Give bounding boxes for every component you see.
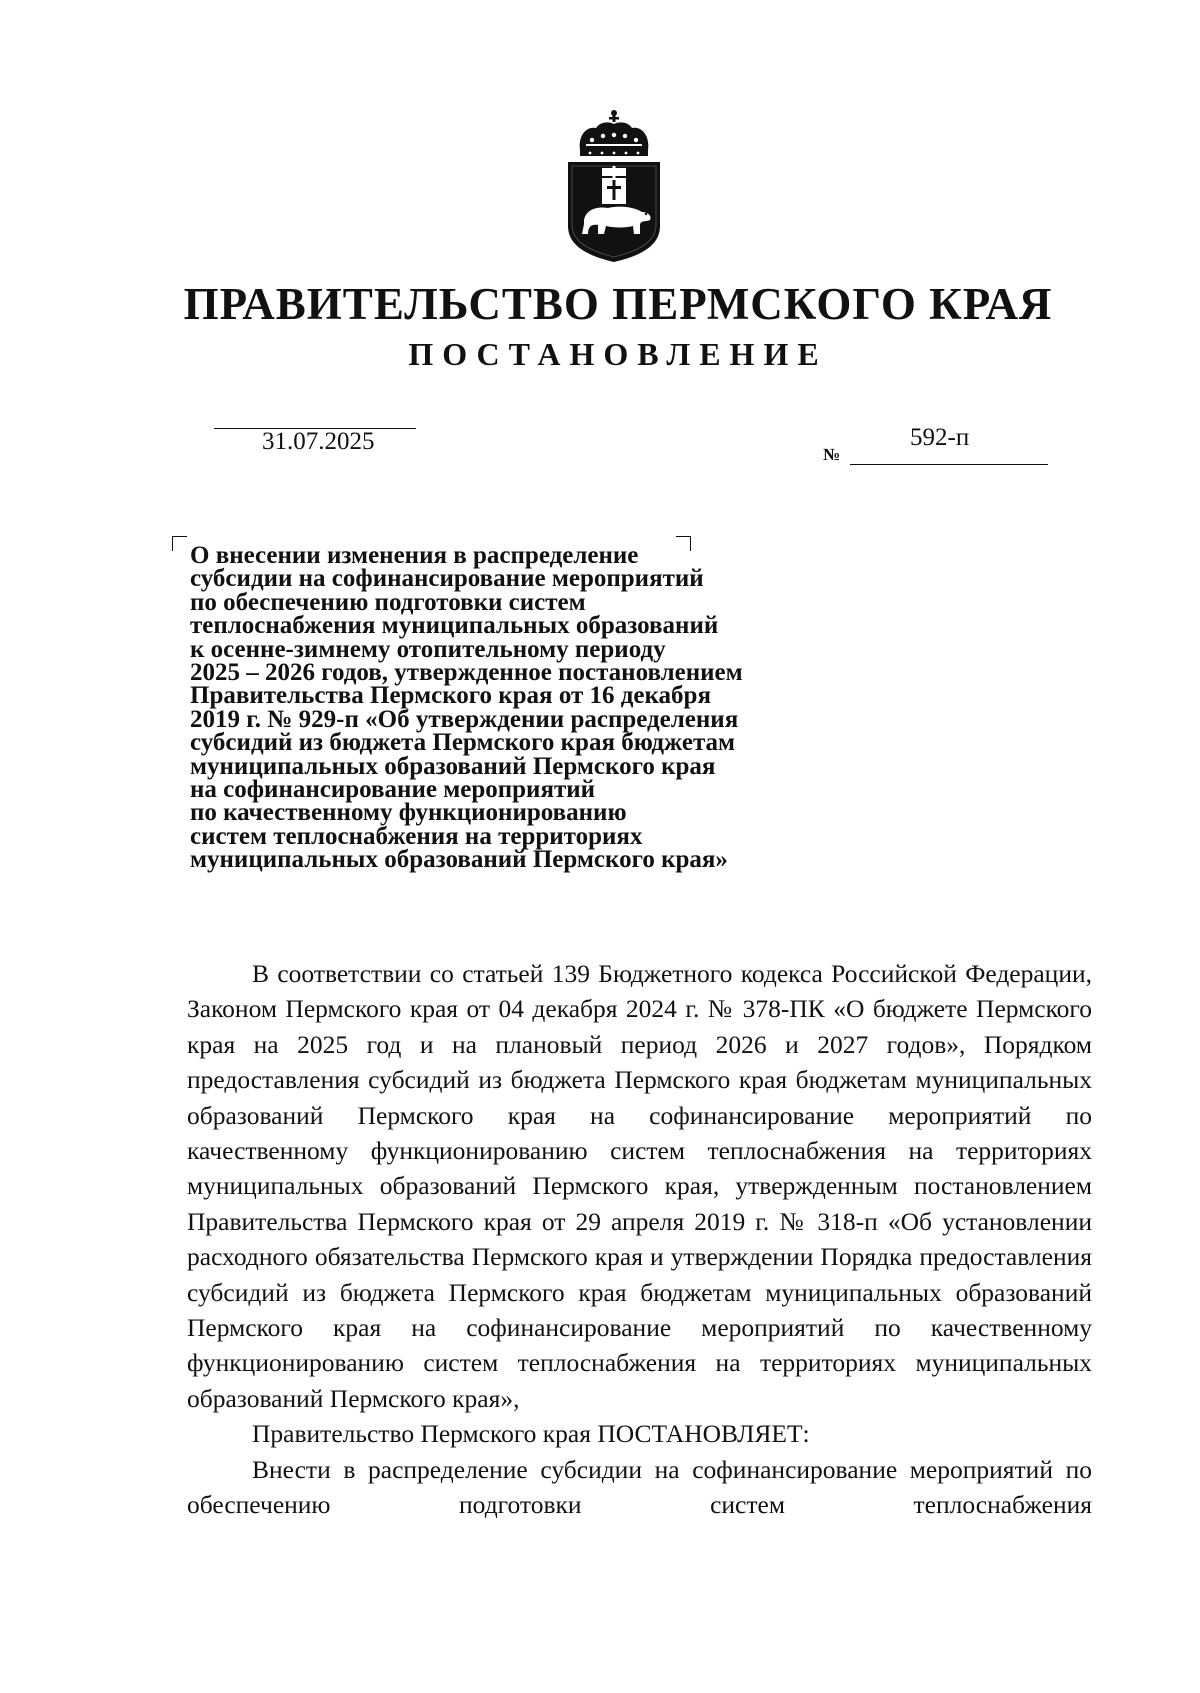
title-line: по качественному функционированию (190, 799, 627, 827)
title-line: муниципальных образований Пермского края (190, 752, 716, 780)
body-paragraph: Внести в распределение субсидии на софинансирование мероприятий по обеспечению подготовки систем теплоснабжения (187, 1454, 1092, 1520)
organization-title: ПРАВИТЕЛЬСТВО ПЕРМСКОГО КРАЯ (183, 279, 1053, 329)
title-line: теплоснабжения муниципальных образований (190, 612, 719, 640)
number-underline (850, 464, 1048, 465)
body-paragraph-resolution: Правительство Пермского края ПОСТАНОВЛЯЕТ: (252, 1419, 810, 1449)
body-paragraph: В соответствии со статьей 139 Бюджетного кодекса Российской Федерации, Законом Пермского края от 04 декабря 2024 г. № 378-ПК «О бюджете Пермского края на 2025 год и на плановый период 2026 и 2027 годов», Порядком предоставления субсидий из бюджета Пермского края бюджетам муниципальных образований Пермского края на софинансирование мероприятий по качественному функционированию систем теплоснабжения на территориях муниципальных образований Пермского края, утвержденным постановлением Правительства Пермского края от 29 апреля 2019 г. № 318-п «Об установлении расходного обязательства Пермского края и утверждении Порядка предоставления субсидий из бюджета Пермского края бюджетам муниципальных образований Пермского края на софинансирование мероприятий по качественному функционированию систем теплоснабжения на территориях муниципальных образований Пермского края», (187, 959, 1092, 1413)
document-body (187, 956, 1092, 1523)
document-title (190, 544, 870, 872)
date-underline (214, 428, 416, 429)
document-type: ПОСТАНОВЛЕНИЕ (408, 336, 828, 372)
title-line: систем теплоснабжения на территориях (190, 822, 643, 850)
title-line: субсидии на софинансирование мероприятий (190, 565, 704, 593)
title-line: к осенне-зимнему отопительному периоду (190, 635, 666, 663)
title-corner-left (172, 536, 187, 551)
title-line: на софинансирование мероприятий (190, 776, 596, 804)
document-date: 31.07.2025 (262, 428, 375, 455)
document-number: 592-п (910, 424, 970, 451)
title-line: 2025 – 2026 годов, утвержденное постановлением (190, 659, 743, 687)
number-sign: № (823, 445, 841, 464)
title-line: 2019 г. № 929-п «Об утверждении распределения (190, 705, 739, 733)
coat-of-arms-icon (562, 108, 666, 264)
title-line: О внесении изменения в распределение (190, 542, 639, 569)
title-line: муниципальных образований Пермского края» (190, 846, 728, 874)
title-line: по обеспечению подготовки систем (190, 588, 586, 616)
title-line: субсидий из бюджета Пермского края бюджетам (190, 729, 736, 757)
title-line: Правительства Пермского края от 16 декабря (190, 682, 711, 710)
